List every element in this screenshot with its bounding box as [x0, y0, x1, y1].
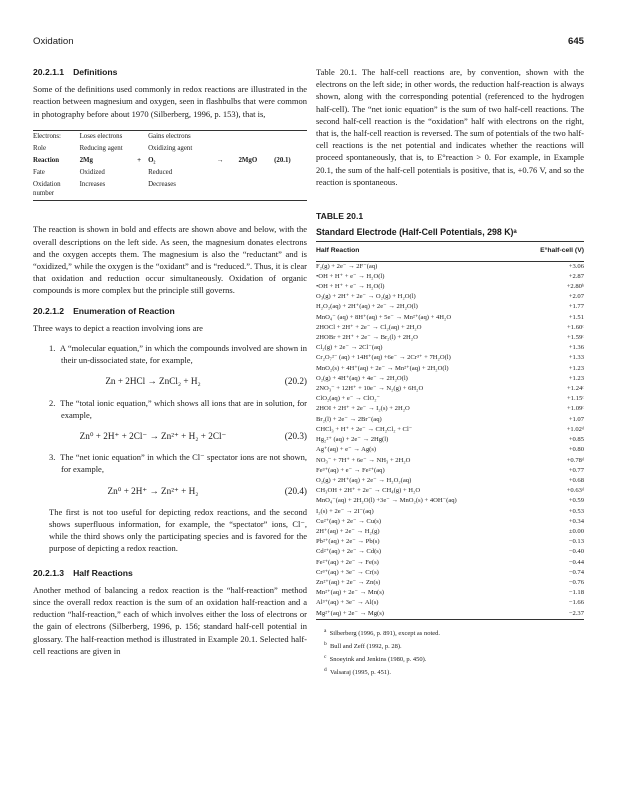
- section-heading-enumeration: 20.2.1.2 Enumeration of Reaction: [33, 305, 175, 316]
- half-reaction-cell: Al³⁺(aq) + 3e⁻ → Al(s): [316, 599, 379, 607]
- potential-cell: +1.51: [568, 313, 584, 321]
- half-reaction-cell: Cl₂(g) + 2e⁻ → 2Cl⁻(aq): [316, 344, 383, 352]
- half-reaction-cell: Fe³⁺(aq) + e⁻ → Fe²⁺(aq): [316, 466, 385, 474]
- table-row: [316, 394, 584, 404]
- potential-cell: +0.77: [568, 466, 584, 474]
- footnote: $^d$ Valsaraj (1995, p. 451).: [324, 667, 391, 677]
- half-reaction-cell: Cd²⁺(aq) + 2e⁻ → Cd(s): [316, 548, 382, 556]
- intro-paragraph: Some of the definitions used commonly in redox reactions are illustrated in the reaction between magnesium and oxygen, seen in flashbulbs that were common in photography before about 1970 (Silberberg, 1996, p. 153), that is,: [33, 84, 307, 119]
- potential-cell: +3.06: [568, 262, 584, 270]
- potential-cell: +0.63ᵈ: [566, 487, 584, 495]
- table-cell: [137, 130, 148, 143]
- potential-cell: +0.68: [568, 476, 584, 484]
- column-header-reaction: Half Reaction: [316, 242, 520, 261]
- potential-cell: +1.33: [568, 354, 584, 362]
- half-reaction-cell: Fe²⁺(aq) + 2e⁻ → Fe(s): [316, 558, 379, 566]
- table-row: [316, 598, 584, 608]
- table-cell: O₂: [148, 156, 156, 164]
- table-row: [316, 609, 584, 620]
- table-row: [33, 180, 307, 201]
- table-row: [316, 486, 584, 496]
- list-item: 2. The “total ionic equation,” which shows all ions that are in solution, for example,: [49, 397, 307, 420]
- page-header: [33, 36, 584, 47]
- table-cell: [274, 130, 307, 143]
- definitions-table: [33, 130, 307, 202]
- half-reaction-cell: Cr³⁺(aq) + 3e⁻ → Cr(s): [316, 568, 379, 576]
- potential-cell: +0.78ᵈ: [566, 456, 584, 464]
- table-row: [316, 496, 584, 506]
- table-row: [316, 517, 584, 527]
- table-cell: [217, 130, 239, 143]
- half-reaction-cell: Cr₂O₇²⁻ (aq) + 14H⁺(aq) +6e⁻ → 2Cr³⁺ + 7H₂O(l): [316, 354, 451, 362]
- table-cell: 2Mg: [79, 156, 93, 164]
- table-footnotes: [316, 626, 584, 679]
- table-row: [316, 343, 584, 353]
- half-reaction-cell: F₂(g) + 2e⁻ → 2F⁻(aq): [316, 262, 378, 270]
- half-reaction-cell: 2H⁺(aq) + 2e⁻ → H₂(g): [316, 527, 380, 535]
- half-reaction-cell: Br₂(l) + 2e⁻ → 2Br⁻(aq): [316, 415, 382, 423]
- potential-cell: +0.80: [568, 446, 584, 454]
- table-row: [316, 435, 584, 445]
- half-reaction-cell: ClO₂(aq) + e⁻ → ClO₂⁻: [316, 395, 380, 403]
- table-intro-paragraph: Table 20.1. The half-cell reactions are, by convention, shown with the electrons on the left side; in other words, the reduction half-reaction is always shown, along with the corresponding potential (referenced to the hydrogen half-cell). The “net ionic equation” is the sum of two half-cell reactions. The second half-cell reaction is the “oxidation” half with electrons on the right, that is, the half-cell reaction is reversed. The sum of potentials of the two half-cell reactions is the net potential and indicates whether the reactions will proceed spontaneously, that is, to E°reaction > 0. For example, in Example 20.1, the sum of the half-cell potentials is positive, that is, +0.76 V, and so the reaction is spontaneous.: [316, 67, 584, 187]
- half-reaction-cell: 2NO₃⁻ + 12H⁺ + 10e⁻ → N₂(g) + 6H₂O: [316, 385, 424, 393]
- potential-cell: +1.24ᶜ: [567, 385, 584, 393]
- potential-cell: +1.59ᶜ: [567, 334, 584, 342]
- reaction-explanation: The reaction is shown in bold and effects are shown above and below, with the overall descriptions on the left side. As seen, the magnesium donates electrons and the oxygen accepts them. The magnesium is also the “reductant” and is “oxidized,” while the oxygen is the “oxidant” and is “reduced.”. Thus, it is clear that oxidation and reduction occur simultaneously. Oxidation of organic compounds is more complex but the principle still governs.: [33, 224, 307, 296]
- half-reaction-cell: CHCl₃ + H⁺ + 2e⁻ → CH₂Cl₂ + Cl⁻: [316, 425, 413, 433]
- table-cell: [137, 180, 148, 201]
- table-row: [316, 353, 584, 363]
- table-row: [316, 507, 584, 517]
- table-row: [316, 466, 584, 476]
- left-column: [33, 66, 307, 657]
- table-cell: +: [137, 156, 142, 164]
- table-row: [316, 578, 584, 588]
- list-item: 1. A “molecular equation,” in which the compounds involved are shown in their un-dissociated state, for example,: [49, 342, 308, 366]
- table-row: [316, 476, 584, 486]
- table-row: [316, 527, 584, 537]
- potential-cell: +2.87: [568, 272, 584, 280]
- table-cell: [137, 167, 148, 179]
- table-cell: [274, 143, 307, 155]
- table-cell: →: [216, 156, 224, 164]
- table-row: [316, 588, 584, 598]
- right-column: [316, 66, 584, 678]
- half-reaction-cell: H₂O₂(aq) + 2H⁺(aq) + 2e⁻ → 2H₂O(l): [316, 303, 418, 311]
- table-row: [316, 384, 584, 394]
- half-reaction-cell: Hg₂²⁺ (aq) + 2e⁻ → 2Hg(l): [316, 436, 389, 444]
- half-reaction-paragraph: Another method of balancing a redox reaction is the “half-reaction” method since the overall redox reaction is the sum of an oxidation half-reaction and a reduction “half-reaction,” each of which involves either the loss of electrons or the gain of electrons (Silberberg, 1996, p. 156; standard half-cell potential in glossary. The half-reaction method is illustrated in Example 20.1. Selected half-cell reactions are given in: [33, 584, 307, 656]
- half-reaction-cell: Mn²⁺(aq) + 2e⁻ → Mn(s): [316, 589, 384, 597]
- half-reaction-cell: MnO₄⁻ (aq) + 8H⁺(aq) + 5e⁻ → Mn²⁺(aq) + 4H₂O: [316, 313, 452, 321]
- table-cell: [217, 167, 239, 179]
- table-row: [316, 302, 584, 312]
- equation-list: [33, 342, 307, 366]
- table-cell: Loses electrons: [79, 132, 123, 140]
- potential-cell: +0.85: [568, 436, 584, 444]
- section-heading-definitions: 20.2.1.1 Definitions: [33, 67, 118, 77]
- potential-cell: ±0.00: [568, 527, 584, 535]
- potential-cell: +1.02ᵈ: [566, 425, 584, 433]
- potential-cell: +0.59: [568, 497, 584, 505]
- table-row: [316, 568, 584, 578]
- table-cell: Oxidizing agent: [148, 144, 193, 152]
- half-reaction-cell: Zn²⁺(aq) + 2e⁻ → Zn(s): [316, 578, 381, 586]
- potential-cell: +2.80ᵇ: [566, 283, 584, 291]
- potential-cell: +1.60ᶜ: [567, 323, 584, 331]
- table-row: [316, 364, 584, 374]
- footnote: $^c$ Snoeyink and Jenkins (1980, p. 450).: [324, 654, 427, 664]
- potential-cell: +0.53: [568, 507, 584, 515]
- table-row: [33, 167, 307, 179]
- table-cell: [238, 130, 274, 143]
- page-number: 645: [567, 36, 584, 47]
- table-row: [316, 282, 584, 292]
- potential-cell: +1.15ᶜ: [567, 395, 584, 403]
- half-reaction-cell: Mg²⁺(aq) + 2e⁻ → Mg(s): [316, 609, 384, 617]
- running-title: Oxidation: [33, 36, 74, 47]
- potential-cell: −0.13: [568, 538, 584, 546]
- equation-20-2: Zn + 2HCl → ZnCl₂ + H₂ (20.2): [105, 376, 307, 387]
- half-reaction-cell: Pb²⁺(aq) + 2e⁻ → Pb(s): [316, 538, 380, 546]
- table-cell: Gains electrons: [148, 132, 191, 140]
- table-cell: [274, 180, 307, 201]
- table-cell: Reduced: [148, 169, 173, 177]
- table-cell: Fate: [33, 169, 45, 177]
- table-row: [316, 292, 584, 302]
- half-reaction-cell: O₂(g) + 4H⁺(aq) + 4e⁻ → 2H₂O(l): [316, 374, 408, 382]
- table-row: [316, 415, 584, 425]
- half-reaction-cell: MnO₄⁻(aq) + 2H₂O(l) +3e⁻ → MnO₂(s) + 4OH⁻(aq): [316, 497, 457, 505]
- half-reaction-cell: O₃(g) + 2H⁺ + 2e⁻ → O₂(g) + H₂O(l): [316, 293, 416, 301]
- table-row: [316, 261, 584, 272]
- table-cell: [217, 180, 239, 201]
- column-header-potential: E°half-cell (V): [520, 242, 584, 261]
- equation-20-3: Zn⁰ + 2H⁺ + 2Cl⁻ → Zn²⁺ + H₂ + 2Cl⁻ (20.3): [79, 430, 307, 441]
- potential-cell: −0.44: [568, 558, 584, 566]
- table-cell: Oxidized: [79, 169, 105, 177]
- table-label: TABLE 20.1: [316, 211, 364, 222]
- potential-cell: −0.76: [568, 578, 584, 586]
- table-row: [316, 425, 584, 435]
- table-row: [33, 130, 307, 143]
- table-cell: Increases: [79, 181, 106, 189]
- potential-cell: +1.07: [568, 415, 584, 423]
- table-cell: Electrons:: [33, 132, 61, 140]
- equation-20-4: Zn⁰ + 2H⁺ → Zn²⁺ + H₂ (20.4): [107, 485, 307, 496]
- enumeration-intro: Three ways to depict a reaction involving ions are: [33, 322, 203, 333]
- table-cell: 2MgO: [238, 156, 258, 164]
- table-row: [316, 323, 584, 333]
- half-reaction-cell: 2HOCl + 2H⁺ + 2e⁻ → Cl₂(aq) + 2H₂O: [316, 323, 422, 331]
- table-cell: (20.1): [274, 156, 291, 164]
- potential-cell: +1.09ᶜ: [567, 405, 584, 413]
- table-cell: [238, 167, 274, 179]
- potential-cell: −1.66: [568, 599, 584, 607]
- footnote: $^a$ Silberberg (1996, p. 891), except as noted.: [324, 627, 441, 637]
- half-reaction-cell: •OH + H⁺ + e⁻ → H₂O(l): [316, 283, 385, 291]
- half-reaction-cell: 2HOI + 2H⁺ + 2e⁻ → I₂(s) + 2H₂O: [316, 405, 410, 413]
- potential-cell: +1.36: [568, 344, 584, 352]
- list-item: 3. The “net ionic equation” in which the Cl⁻ spectator ions are not shown, for example,: [49, 452, 308, 475]
- half-reaction-cell: Cu²⁺(aq) + 2e⁻ → Cu(s): [316, 517, 382, 525]
- table-cell: [274, 167, 307, 179]
- table-row: [316, 313, 584, 323]
- half-reaction-cell: O₂(g) + 2H⁺(aq) + 2e⁻ → H₂O₂(aq): [316, 476, 412, 484]
- table-cell: Oxidation number: [33, 181, 61, 197]
- potential-cell: −0.74: [568, 568, 584, 576]
- table-cell: Role: [33, 144, 47, 152]
- half-cell-table: [316, 241, 584, 619]
- half-reaction-cell: MnO₂(s) + 4H⁺(aq) + 2e⁻ → Mn²⁺(aq) + 2H₂O(l): [316, 364, 449, 372]
- table-cell: Decreases: [148, 181, 176, 189]
- table-row: [316, 374, 584, 384]
- potential-cell: −1.18: [568, 589, 584, 597]
- potential-cell: −2.37: [568, 609, 584, 617]
- table-row: [316, 456, 584, 466]
- half-reaction-cell: NO₃⁻ + 7H⁺ + 6e⁻ → NH₃ + 2H₂O: [316, 456, 411, 464]
- table-cell: [217, 143, 239, 155]
- potential-cell: +2.07: [568, 293, 584, 301]
- table-row: [33, 155, 307, 167]
- table-row: [33, 143, 307, 155]
- table-row: [316, 272, 584, 282]
- potential-cell: +1.77: [568, 303, 584, 311]
- half-reaction-cell: Ag⁺(aq) + e⁻ → Ag(s): [316, 446, 377, 454]
- table-cell: Reducing agent: [79, 144, 123, 152]
- half-reaction-cell: CH₃OH + 2H⁺ + 2e⁻ → CH₄(g) + H₂O: [316, 487, 421, 495]
- list-commentary: The first is not too useful for depicting redox reactions, and the second shows superfluous information, for example, the “spectator” ions, Cl⁻, while the third shows only the participating species and is favored for the purpose of depicting a redox reaction.: [49, 506, 307, 554]
- table-cell: [137, 143, 148, 155]
- potential-cell: +1.23: [568, 364, 584, 372]
- section-heading-half-reactions: 20.2.1.3 Half Reactions: [33, 567, 133, 578]
- half-reaction-cell: •OH + H⁺ + e⁻ → H₂O(l): [316, 272, 385, 280]
- table-row: [316, 445, 584, 455]
- half-reaction-cell: I₂(s) + 2e⁻ → 2I⁻(aq): [316, 507, 374, 515]
- potential-cell: +0.34: [568, 517, 584, 525]
- potential-cell: −0.40: [568, 548, 584, 556]
- table-cell: Reaction: [33, 156, 60, 164]
- table-title: Standard Electrode (Half-Cell Potentials, 298 K)ᵃ: [316, 227, 517, 238]
- table-row: [316, 404, 584, 414]
- footnote: $^b$ Bull and Zeff (1992, p. 28).: [324, 640, 402, 651]
- table-row: [316, 558, 584, 568]
- table-cell: [238, 143, 274, 155]
- table-row: [316, 547, 584, 557]
- table-row: [316, 537, 584, 547]
- potential-cell: +1.23: [568, 374, 584, 382]
- table-row: [316, 333, 584, 343]
- table-cell: [238, 180, 274, 201]
- half-reaction-cell: 2HOBr + 2H⁺ + 2e⁻ → Br₂(l) + 2H₂O: [316, 334, 418, 342]
